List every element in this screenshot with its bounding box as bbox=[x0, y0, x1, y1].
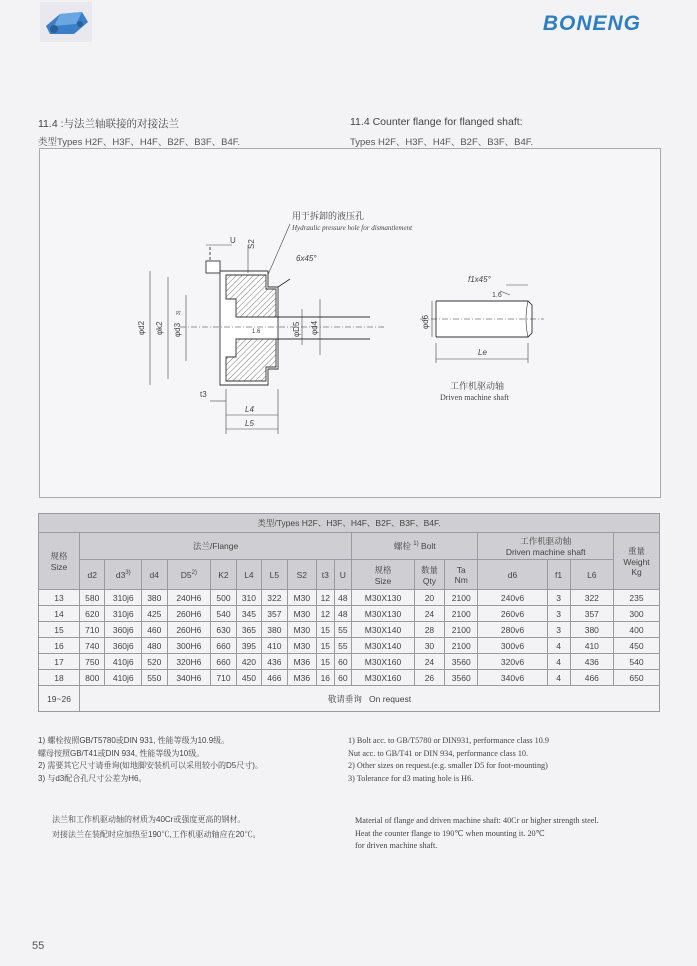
table-cell: M30X140 bbox=[352, 622, 415, 638]
table-cell: M30 bbox=[287, 590, 316, 606]
dim-S2: S2 bbox=[247, 239, 256, 249]
table-cell: 4 bbox=[547, 654, 570, 670]
table-cell: 310j6 bbox=[105, 590, 142, 606]
hydraulic-hole-label-en: Hydraulic pressure hole for dismantlement bbox=[292, 224, 413, 232]
table-cell: 710 bbox=[80, 622, 105, 638]
table-cell: 466 bbox=[262, 670, 287, 686]
table-cell: 300v6 bbox=[478, 638, 547, 654]
dim-d4: φd4 bbox=[310, 320, 319, 335]
table-cell: 55 bbox=[334, 622, 352, 638]
weight-label-cn: 重量 bbox=[628, 546, 646, 556]
col-t3: t3 bbox=[317, 560, 335, 590]
material-en bbox=[355, 815, 599, 853]
col-bolt-size bbox=[352, 560, 415, 590]
table-cell: 18 bbox=[39, 670, 80, 686]
table-cell: 395 bbox=[236, 638, 261, 654]
table-row bbox=[39, 638, 660, 654]
table-cell: 540 bbox=[614, 654, 660, 670]
col-d2: d2 bbox=[80, 560, 105, 590]
last-size-cell: 19~26 bbox=[39, 686, 80, 712]
table-cell: 660 bbox=[211, 654, 236, 670]
table-cell: 4 bbox=[547, 638, 570, 654]
table-cell: 345 bbox=[236, 606, 261, 622]
shaft-label-cn: 工作机驱动轴 bbox=[520, 536, 572, 546]
table-cell: 750 bbox=[80, 654, 105, 670]
qty-cn: 数量 bbox=[420, 564, 438, 575]
table-cell: 460 bbox=[142, 622, 167, 638]
col-L6: L6 bbox=[570, 560, 613, 590]
dim-roughness: 1.6 bbox=[252, 329, 261, 335]
col-L5: L5 bbox=[262, 560, 287, 590]
note-en-3: 2) Other sizes on request.(e.g. smaller D5 for foot-mounting) bbox=[348, 761, 548, 770]
bolt-size-en: Size bbox=[374, 575, 392, 586]
hydraulic-hole-label-cn: 用于拆卸的液压孔 bbox=[292, 211, 365, 221]
brand-logo: BONENG bbox=[542, 12, 641, 35]
table-cell: 55 bbox=[334, 638, 352, 654]
table-row bbox=[39, 622, 660, 638]
col-D5 bbox=[167, 560, 211, 590]
table-cell: M30X160 bbox=[352, 654, 415, 670]
col-f1: f1 bbox=[547, 560, 570, 590]
table-cell: 3 bbox=[547, 590, 570, 606]
table-cell: 60 bbox=[334, 670, 352, 686]
table-cell: 800 bbox=[80, 670, 105, 686]
on-request-cn: 敬请垂询 bbox=[327, 693, 362, 704]
table-cell: 410j6 bbox=[105, 654, 142, 670]
col-d6: d6 bbox=[478, 560, 547, 590]
col-size-header bbox=[39, 533, 80, 590]
dim-t3: t3 bbox=[200, 390, 207, 399]
table-cell: 650 bbox=[614, 670, 660, 686]
table-cell: 24 bbox=[414, 606, 444, 622]
table-cell: 13 bbox=[39, 590, 80, 606]
table-cell: 280v6 bbox=[478, 622, 547, 638]
on-request-en: On request bbox=[369, 693, 412, 704]
table-cell: 2100 bbox=[445, 622, 478, 638]
dim-k2: φk2 bbox=[155, 321, 164, 335]
notes-en bbox=[348, 735, 549, 785]
col-d3-sup: 3) bbox=[125, 569, 131, 576]
weight-unit: Kg bbox=[631, 567, 642, 577]
col-U: U bbox=[334, 560, 352, 590]
table-cell: 24 bbox=[414, 654, 444, 670]
table-cell: 16 bbox=[317, 670, 335, 686]
dim-d3: φd3 bbox=[173, 322, 182, 337]
table-cell: 15 bbox=[317, 622, 335, 638]
table-cell: 420 bbox=[236, 654, 261, 670]
table-cell: 16 bbox=[39, 638, 80, 654]
on-request-cell bbox=[80, 686, 660, 712]
page-number: 55 bbox=[32, 940, 45, 952]
table-cell: 620 bbox=[80, 606, 105, 622]
table-cell: 3560 bbox=[445, 670, 478, 686]
table-cell: 660 bbox=[211, 638, 236, 654]
dimension-table bbox=[38, 513, 660, 712]
section-title-cn: 11.4 :与法兰轴联接的对接法兰 bbox=[38, 118, 179, 130]
col-D5-sup: 2) bbox=[191, 569, 197, 576]
table-cell: 2100 bbox=[445, 606, 478, 622]
table-cell: 322 bbox=[570, 590, 613, 606]
dim-d2: φd2 bbox=[137, 320, 146, 335]
table-cell: 3 bbox=[547, 606, 570, 622]
ta-unit: Nm bbox=[454, 574, 468, 585]
flange-group-header: 法兰/Flange bbox=[80, 533, 352, 560]
gearbox-product-image bbox=[40, 2, 92, 42]
table-row bbox=[39, 606, 660, 622]
table-cell: M30X140 bbox=[352, 638, 415, 654]
table-cell: 365 bbox=[236, 622, 261, 638]
section-types-cn: 类型Types H2F、H3F、H4F、B2F、B3F、B4F. bbox=[38, 137, 241, 148]
section-types-en: Types H2F、H3F、H4F、B2F、B3F、B4F. bbox=[350, 137, 534, 148]
material-en-1: Material of flange and driven machine shaft: 40Cr or higher strength steel. bbox=[355, 816, 599, 825]
table-cell: M30X160 bbox=[352, 670, 415, 686]
table-cell: 300 bbox=[614, 606, 660, 622]
note-cn-1: 1) 螺栓按照GB/T5780或DIN 931, 性能等级为10.9级。 bbox=[38, 736, 230, 745]
col-ta bbox=[445, 560, 478, 590]
table-cell: 26 bbox=[414, 670, 444, 686]
table-cell: 60 bbox=[334, 654, 352, 670]
col-K2: K2 bbox=[211, 560, 236, 590]
table-cell: 540 bbox=[211, 606, 236, 622]
driven-shaft-label-en: Driven machine shaft bbox=[440, 393, 509, 402]
table-row bbox=[39, 670, 660, 686]
table-cell: 436 bbox=[570, 654, 613, 670]
table-cell: 320v6 bbox=[478, 654, 547, 670]
table-cell: 48 bbox=[334, 606, 352, 622]
table-cell: M30 bbox=[287, 638, 316, 654]
table-cell: 240H6 bbox=[167, 590, 211, 606]
dim-f1: f1x45° bbox=[468, 275, 491, 284]
material-en-2: Heat the counter flange to 190℃ when mounting it. 20℃ bbox=[355, 828, 545, 838]
table-cell: 410 bbox=[570, 638, 613, 654]
table-cell: 12 bbox=[317, 590, 335, 606]
material-cn-2: 对接法兰在装配时应加热至190℃,工作机驱动轴应在20℃。 bbox=[52, 830, 261, 839]
table-cell: 450 bbox=[614, 638, 660, 654]
notes-cn bbox=[38, 735, 263, 785]
table-cell: 380 bbox=[570, 622, 613, 638]
table-cell: 480 bbox=[142, 638, 167, 654]
dim-d6: φd6 bbox=[421, 314, 430, 329]
dim-L5: L5 bbox=[245, 419, 254, 428]
table-cell: 320H6 bbox=[167, 654, 211, 670]
table-cell: M36 bbox=[287, 670, 316, 686]
table-cell: 30 bbox=[414, 638, 444, 654]
table-cell: M30 bbox=[287, 606, 316, 622]
table-cell: 357 bbox=[570, 606, 613, 622]
bolt-size-cn: 规格 bbox=[374, 564, 392, 575]
table-cell: 4 bbox=[547, 670, 570, 686]
table-cell: 357 bbox=[262, 606, 287, 622]
table-cell: 12 bbox=[317, 606, 335, 622]
table-cell: M30 bbox=[287, 622, 316, 638]
table-cell: 450 bbox=[236, 670, 261, 686]
col-L4: L4 bbox=[236, 560, 261, 590]
dim-U: U bbox=[230, 236, 236, 245]
bolt-group-header bbox=[352, 533, 478, 560]
note-en-1: 1) Bolt acc. to GB/T5780 or DIN931, performance class 10.9 bbox=[348, 736, 549, 745]
driven-shaft-label-cn: 工作机驱动轴 bbox=[450, 381, 505, 391]
table-cell: 260H6 bbox=[167, 606, 211, 622]
table-cell: 425 bbox=[142, 606, 167, 622]
bolt-label-sup: 1) bbox=[413, 541, 419, 548]
material-cn-1: 法兰和工作机驱动轴的材质为40Cr或强度更高的钢材。 bbox=[52, 815, 246, 824]
table-cell: 20 bbox=[414, 590, 444, 606]
table-row bbox=[39, 590, 660, 606]
table-cell: 260v6 bbox=[478, 606, 547, 622]
table-cell: 28 bbox=[414, 622, 444, 638]
table-cell: 310 bbox=[236, 590, 261, 606]
note-cn-3: 2) 需要其它尺寸请垂询(如地脚安装机可以采用较小的D5尺寸)。 bbox=[38, 761, 263, 770]
shaft-group-header bbox=[478, 533, 614, 560]
material-en-3: for driven machine shaft. bbox=[355, 841, 438, 850]
dim-L4: L4 bbox=[245, 405, 254, 414]
col-S2: S2 bbox=[287, 560, 316, 590]
weight-header bbox=[614, 533, 660, 590]
table-cell: M36 bbox=[287, 654, 316, 670]
col-d3 bbox=[105, 560, 142, 590]
dim-Le: Le bbox=[478, 348, 487, 357]
table-cell: 630 bbox=[211, 622, 236, 638]
table-cell: 740 bbox=[80, 638, 105, 654]
table-cell: 2100 bbox=[445, 638, 478, 654]
ta-label: Ta bbox=[456, 564, 466, 575]
note-en-4: 3) Tolerance for d3 mating hole is H6. bbox=[348, 773, 474, 783]
size-label-en: Size bbox=[50, 562, 68, 572]
table-cell: 550 bbox=[142, 670, 167, 686]
technical-drawing bbox=[39, 148, 661, 498]
table-cell: 380 bbox=[262, 622, 287, 638]
table-cell: 436 bbox=[262, 654, 287, 670]
table-cell: 410j6 bbox=[105, 670, 142, 686]
table-cell: 15 bbox=[317, 638, 335, 654]
table-cell: 340H6 bbox=[167, 670, 211, 686]
col-d4: d4 bbox=[142, 560, 167, 590]
table-cell: 310j6 bbox=[105, 606, 142, 622]
bolt-label-cn: 螺栓 bbox=[393, 541, 411, 551]
table-cell: 14 bbox=[39, 606, 80, 622]
table-cell: 500 bbox=[211, 590, 236, 606]
table-cell: 3560 bbox=[445, 654, 478, 670]
table-cell: 48 bbox=[334, 590, 352, 606]
table-cell: 235 bbox=[614, 590, 660, 606]
col-d3-label: d3 bbox=[115, 569, 126, 580]
material-cn bbox=[52, 812, 260, 842]
table-cell: 360j6 bbox=[105, 638, 142, 654]
col-D5-label: D5 bbox=[180, 569, 192, 580]
table-cell: 15 bbox=[39, 622, 80, 638]
table-cell: 15 bbox=[317, 654, 335, 670]
table-cell: M30X130 bbox=[352, 590, 415, 606]
shaft-label-en: Driven machine shaft bbox=[505, 547, 586, 557]
table-row bbox=[39, 654, 660, 670]
table-cell: 240v6 bbox=[478, 590, 547, 606]
col-qty bbox=[414, 560, 444, 590]
note-cn-2: 螺母按照GB/T41或DIN 934, 性能等级为10级。 bbox=[38, 748, 205, 758]
table-cell: 466 bbox=[570, 670, 613, 686]
dim-D5: φD5 bbox=[292, 321, 301, 337]
table-cell: 17 bbox=[39, 654, 80, 670]
note-en-2: Nut acc. to GB/T41 or DIN 934, performance class 10. bbox=[348, 748, 529, 758]
note-cn-4: 3) 与d3配合孔尺寸公差为H6。 bbox=[38, 773, 147, 783]
table-cell: 340v6 bbox=[478, 670, 547, 686]
section-title-en: 11.4 Counter flange for flanged shaft: bbox=[350, 116, 523, 128]
weight-label-en: Weight bbox=[623, 557, 650, 567]
table-cell: 260H6 bbox=[167, 622, 211, 638]
table-cell: M30X130 bbox=[352, 606, 415, 622]
qty-en: Qty bbox=[422, 575, 437, 586]
table-cell: 410 bbox=[262, 638, 287, 654]
table-cell: 2100 bbox=[445, 590, 478, 606]
table-cell: 400 bbox=[614, 622, 660, 638]
table-types-header: 类型/Types H2F、H3F、H4F、B2F、B3F、B4F. bbox=[39, 514, 660, 533]
table-cell: 380 bbox=[142, 590, 167, 606]
table-cell: 580 bbox=[80, 590, 105, 606]
table-cell: 322 bbox=[262, 590, 287, 606]
dim-roughness-2: 1.6 bbox=[492, 292, 502, 299]
table-cell: 360j6 bbox=[105, 622, 142, 638]
dim-d3-sup: 3) bbox=[176, 310, 182, 315]
table-cell: 710 bbox=[211, 670, 236, 686]
table-cell: 300H6 bbox=[167, 638, 211, 654]
table-cell: 3 bbox=[547, 622, 570, 638]
table-cell: 520 bbox=[142, 654, 167, 670]
dim-chamfer: 6x45° bbox=[296, 254, 317, 263]
size-label-cn: 规格 bbox=[50, 551, 68, 561]
bolt-label-en: Bolt bbox=[421, 541, 436, 551]
